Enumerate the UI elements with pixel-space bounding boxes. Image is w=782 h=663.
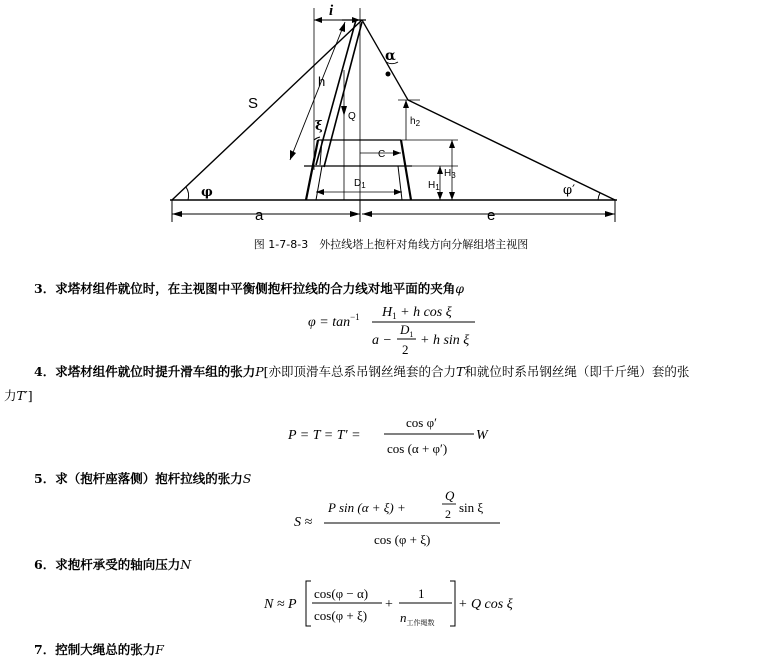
tower-inner-left — [320, 140, 322, 165]
label-h2: $h_2$ — [410, 116, 421, 128]
pulley-dot — [386, 72, 391, 77]
label-d1: $D_1$ — [354, 178, 366, 190]
formula-p — [286, 411, 496, 467]
svg-text:H1 + h cos ξ: $H_1 + h$ cos ξ — [382, 305, 452, 321]
svg-text:W: W — [476, 428, 488, 443]
arrow-h2-top — [403, 100, 409, 108]
svg-text:cos (α + φ′): cos (α + φ′) — [387, 441, 448, 456]
pole-right-edge — [324, 22, 362, 167]
arrow-h3-bottom — [449, 192, 455, 200]
arrow-a-left — [172, 211, 182, 217]
section-4-heading: 4．求塔材组件就位时提升滑车组的张力P[亦即顶滑车总系吊钢丝绳套的合力T和就位时系吊钢丝绳（即千斤绳）套的张 — [34, 364, 690, 379]
figure-caption: 图 1-7-8-3 外拉线塔上抱杆对角线方向分解组塔主视图 — [253, 238, 529, 251]
arrow-i-left — [314, 17, 322, 23]
svg-text:+ h sin ξ: + h sin ξ — [420, 333, 470, 348]
section-6-heading: 6．求抱杆承受的轴向压力N — [34, 557, 192, 572]
label-phi: φ — [201, 185, 213, 200]
arrow-c-right — [393, 150, 401, 156]
arrow-h1-top — [437, 166, 443, 174]
label-phi-prime: φ′ — [563, 183, 576, 198]
arrow-e-right — [605, 211, 615, 217]
label-h3: $H_3$ — [444, 168, 456, 180]
label-s: S — [248, 95, 259, 112]
angle-phi-arc — [186, 187, 189, 200]
tower-right-leg — [401, 140, 411, 200]
svg-text:φ = tan−1: $\varphi = \tan^{-1}$ — [308, 312, 360, 330]
arrow-h1-bottom — [437, 192, 443, 200]
section-5-heading: 5．求（抱杆座落侧）抱杆拉线的张力S — [34, 471, 252, 486]
svg-text:S ≈: S ≈ — [294, 515, 313, 530]
svg-text:a −: a − — [372, 333, 392, 348]
arrow-h3-top — [449, 140, 455, 148]
arrow-e-left — [362, 211, 372, 217]
label-e: e — [487, 207, 496, 224]
section-7-heading: 7．控制大绳总的张力F — [34, 642, 164, 657]
svg-text:2: 2 — [402, 342, 409, 357]
label-c: C — [378, 149, 386, 160]
label-alpha: α — [385, 48, 396, 64]
guy-wire-s — [172, 20, 362, 200]
tower-left-leg — [306, 140, 318, 200]
label-h1: $H_1$ — [428, 180, 440, 192]
svg-text:+ Q cos ξ: + Q cos ξ — [458, 597, 513, 612]
tower-inner-leg-l — [316, 166, 322, 200]
formula-phi — [300, 296, 520, 364]
section-4-line2: 力T′] — [4, 388, 33, 403]
svg-text:cos(φ + ξ): cos(φ + ξ) — [314, 608, 368, 623]
tower-assembly-diagram — [160, 0, 620, 232]
label-xi: ξ — [315, 119, 323, 134]
label-i: i — [329, 3, 334, 19]
label-q: Q — [348, 111, 356, 122]
svg-text:N ≈ P: N ≈ P — [264, 597, 297, 612]
arrow-q — [341, 106, 347, 116]
arrow-a-right — [350, 211, 360, 217]
arrow-h-top — [339, 22, 345, 32]
angle-phi-prime-arc — [598, 193, 600, 200]
formula-n — [262, 574, 522, 638]
section-3-heading: 3．求塔材组件就位时，在主视图中平衡侧抱杆拉线的合力线对地平面的夹角φ — [34, 281, 464, 296]
formula-s — [294, 486, 509, 556]
tower-inner-leg-r — [398, 166, 402, 200]
svg-text:n工作绳数: $n_{工作绳数}$ — [400, 610, 435, 627]
svg-text:cos φ′: cos φ′ — [406, 415, 437, 430]
svg-text:Q: Q — [445, 488, 455, 503]
arrow-h-bottom — [290, 150, 296, 160]
svg-text:cos (φ + ξ): cos (φ + ξ) — [374, 532, 431, 547]
svg-text:P sin (α + ξ) +: P sin (α + ξ) + — [328, 500, 406, 515]
svg-text:P = T = T′ =: P = T = T′ = — [288, 428, 361, 443]
svg-text:sin ξ: sin ξ — [459, 500, 484, 515]
label-a: a — [255, 207, 264, 224]
label-h: h — [318, 74, 326, 89]
svg-text:1: 1 — [418, 586, 425, 601]
svg-text:+: + — [385, 597, 393, 612]
svg-text:2: 2 — [445, 507, 451, 521]
svg-text:cos(φ − α): cos(φ − α) — [314, 586, 369, 601]
svg-text:D1: $D_1$ — [400, 322, 414, 339]
